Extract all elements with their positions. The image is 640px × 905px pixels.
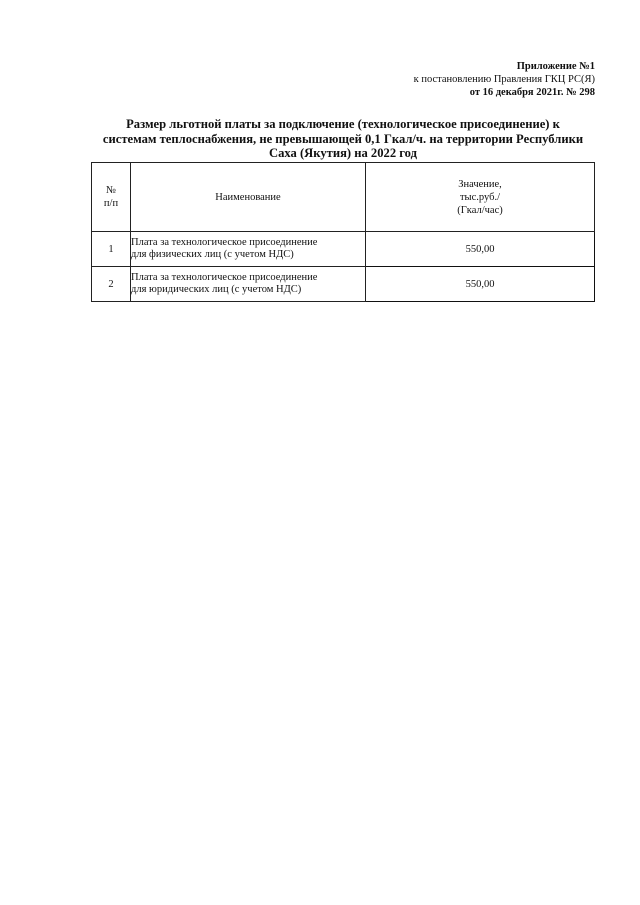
row-name <box>131 232 366 267</box>
row-name-line-1: Плата за технологическое присоединение <box>131 272 318 283</box>
table-row <box>92 232 595 267</box>
appendix-resolution: к постановлению Правления ГКЦ РС(Я) <box>413 74 595 85</box>
header-value <box>366 163 595 232</box>
header-value-line-3: (Гкал/час) <box>457 204 503 216</box>
row-value: 550,00 <box>366 267 595 302</box>
header-number <box>92 163 131 232</box>
row-name-line-2: для физических лиц (с учетом НДС) <box>131 249 294 260</box>
header-number-line-1: № <box>105 185 117 196</box>
appendix-header <box>295 60 595 99</box>
document-title <box>92 117 594 161</box>
appendix-date: от 16 декабря 2021г. № 298 <box>469 87 595 98</box>
header-value-line-2: тыс.руб./ <box>459 191 501 203</box>
row-name-line-2: для юридических лиц (с учетом НДС) <box>131 284 302 295</box>
table-row <box>92 267 595 302</box>
title-line-1: Размер льготной платы за подключение (технологическое присоединение) к <box>126 117 560 131</box>
row-name <box>131 267 366 302</box>
appendix-number: Приложение №1 <box>516 61 595 72</box>
fee-table <box>91 162 595 302</box>
row-name-line-1: Плата за технологическое присоединение <box>131 237 318 248</box>
row-number: 1 <box>92 232 131 267</box>
title-line-3: Саха (Якутия) на 2022 год <box>269 146 417 160</box>
header-value-line-1: Значение, <box>458 178 502 190</box>
table-header-row <box>92 163 595 232</box>
row-number: 2 <box>92 267 131 302</box>
header-number-line-2: п/п <box>103 198 119 209</box>
title-line-2: системам теплоснабжения, не превышающей 0,1 Гкал/ч. на территории Республики <box>102 131 584 146</box>
row-value: 550,00 <box>366 232 595 267</box>
header-name: Наименование <box>131 163 366 232</box>
